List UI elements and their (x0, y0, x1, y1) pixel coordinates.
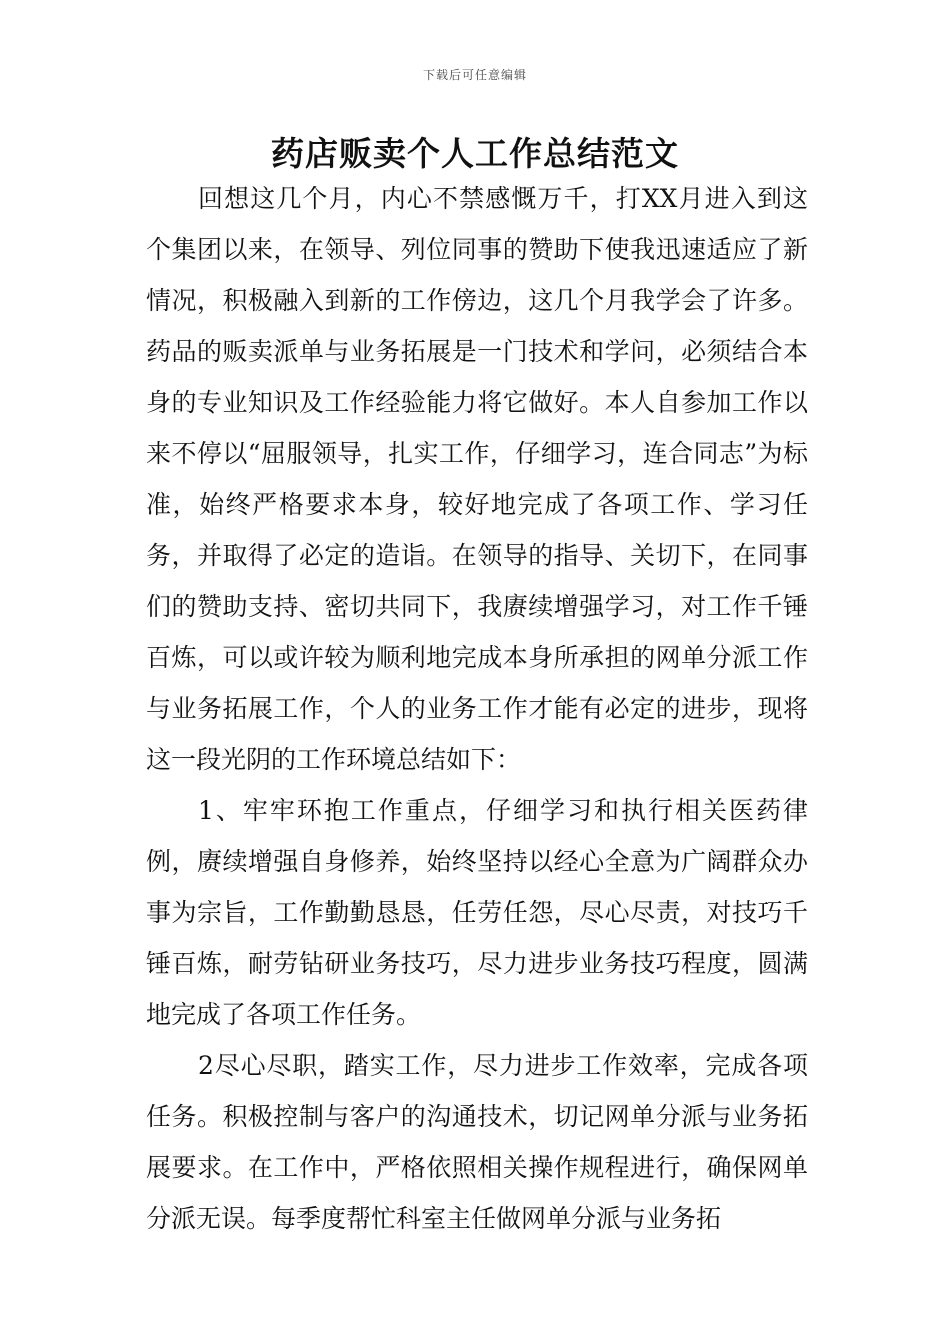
paragraph-intro: 回想这几个月，内心不禁感慨万千，打XX月进入到这个集团以来，在领导、列位同事的赞助下使我迅速适应了新情况，积极融入到新的工作傍边，这几个月我学会了许多。药品的贩卖派单与业务拓展是一门技术和学问，必须结合本身的专业知识及工作经验能力将它做好。本人自参加工作以来不停以“屈服领导，扎实工作，仔细学习，连合同志”为标准，始终严格要求本身，较好地完成了各项工作、学习任务，并取得了必定的造诣。在领导的指导、关切下，在同事们的赞助支持、密切共同下，我赓续增强学习，对工作千锤百炼，可以或许较为顺利地完成本身所承担的网单分派工作与业务拓展工作，个人的业务工作才能有必定的进步，现将这一段光阴的工作环境总结如下： (146, 184, 808, 774)
header-note: 下载后可任意编辑 (422, 68, 527, 82)
document-body (146, 173, 808, 1244)
paragraph-point-1: 1、牢牢环抱工作重点，仔细学习和执行相关医药律例，赓续增强自身修养，始终坚持以经心全意为广阔群众办事为宗旨，工作勤勤恳恳，任劳任怨，尽心尽责，对技巧千锤百炼，耐劳钻研业务技巧，尽力进步业务技巧程度，圆满地完成了各项工作任务。 (146, 796, 808, 1029)
paragraph-point-2: 2尽心尽职，踏实工作，尽力进步工作效率，完成各项任务。积极控制与客户的沟通技术，切记网单分派与业务拓展要求。在工作中，严格依照相关操作规程进行，确保网单分派无误。每季度帮忙科室主任做网单分派与业务拓 (146, 1051, 808, 1233)
document-title: 药店贩卖个人工作总结范文 (271, 134, 679, 173)
